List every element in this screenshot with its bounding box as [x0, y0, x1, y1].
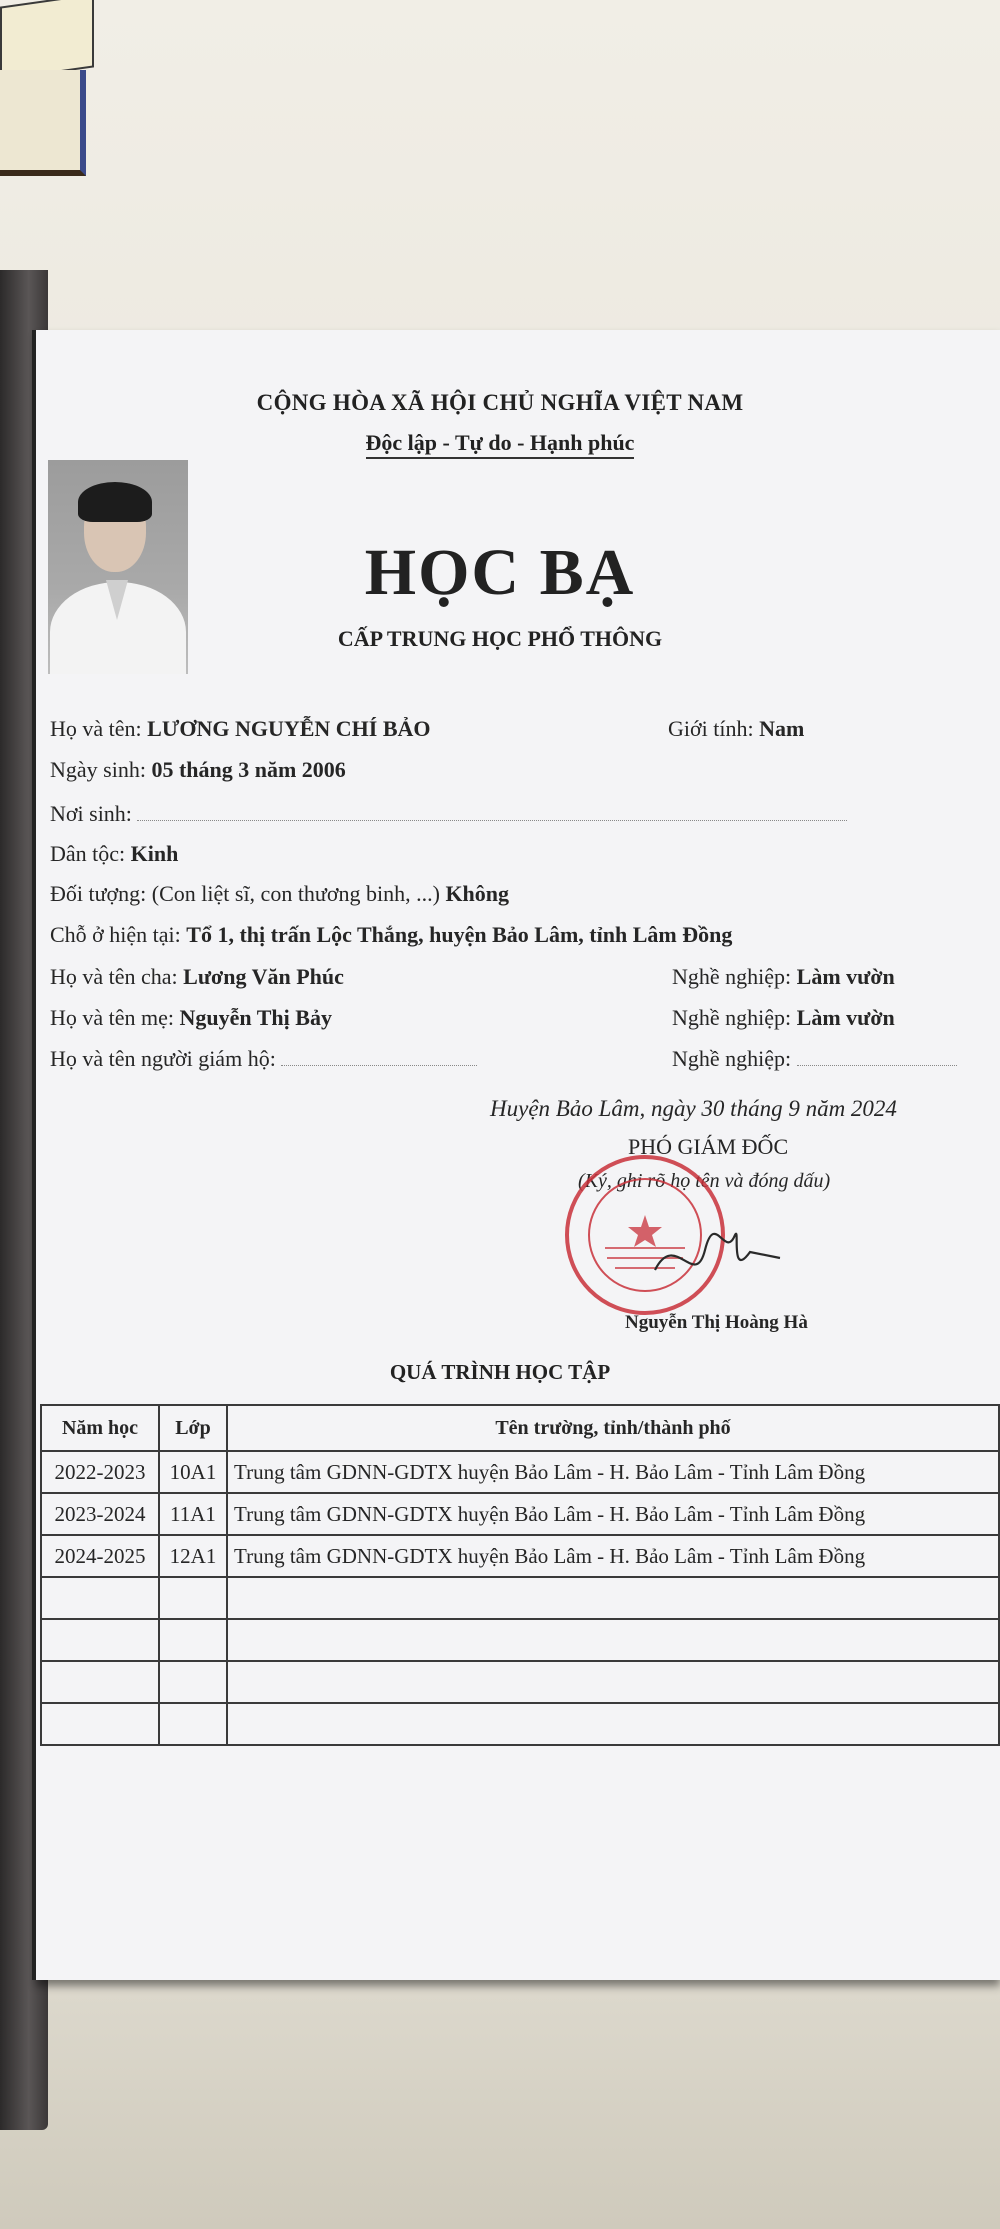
table-row-empty	[41, 1703, 999, 1745]
nation-heading: CỘNG HÒA XÃ HỘI CHỦ NGHĨA VIỆT NAM	[256, 390, 744, 415]
gender-label: Giới tính:	[668, 716, 754, 741]
student-name: LƯƠNG NGUYỄN CHÍ BẢO	[147, 716, 431, 741]
mother-row	[50, 1005, 332, 1031]
dob-row	[50, 757, 346, 783]
address-row	[50, 922, 732, 948]
table-row-empty	[41, 1661, 999, 1703]
category-row	[50, 881, 509, 907]
table-row-empty	[41, 1619, 999, 1661]
notebook-sheet	[0, 0, 94, 81]
notebook-stack	[0, 70, 86, 176]
student-name-label: Họ và tên:	[50, 716, 142, 741]
cell-class	[159, 1661, 227, 1703]
father-row	[50, 964, 344, 990]
cell-school: Trung tâm GDNN-GDTX huyện Bảo Lâm - H. Bảo Lâm - Tỉnh Lâm Đồng	[227, 1451, 999, 1493]
stamp-seal	[567, 1157, 723, 1313]
cell-year	[41, 1619, 159, 1661]
cell-year	[41, 1703, 159, 1745]
dob-value: 05 tháng 3 năm 2006	[151, 757, 346, 782]
cell-school	[227, 1577, 999, 1619]
dob-label: Ngày sinh:	[50, 757, 146, 782]
table-row	[41, 1493, 999, 1535]
cell-year: 2024-2025	[41, 1535, 159, 1577]
student-name-row	[50, 716, 431, 742]
official-stamp	[545, 1140, 785, 1320]
father-value: Lương Văn Phúc	[183, 964, 344, 989]
cell-school	[227, 1619, 999, 1661]
cell-class	[159, 1577, 227, 1619]
signer-name: Nguyễn Thị Hoàng Hà	[625, 1312, 808, 1333]
birthplace-label: Nơi sinh:	[50, 801, 132, 826]
cell-year: 2023-2024	[41, 1493, 159, 1535]
history-title: QUÁ TRÌNH HỌC TẬP	[389, 1360, 611, 1384]
father-job-label: Nghề nghiệp:	[672, 964, 792, 989]
desk-surface	[0, 1990, 1000, 2229]
birthplace-blank	[137, 802, 847, 821]
table-row	[41, 1451, 999, 1493]
address-value: Tổ 1, thị trấn Lộc Thắng, huyện Bảo Lâm, tỉnh Lâm Đồng	[186, 922, 733, 947]
cell-school	[227, 1703, 999, 1745]
ethnicity-row	[50, 841, 178, 867]
signature-role: PHÓ GIÁM ĐỐC	[628, 1134, 789, 1159]
table-row-empty	[41, 1577, 999, 1619]
category-label: Đối tượng: (Con liệt sĩ, con thương binh, ...)	[50, 881, 440, 906]
cell-year	[41, 1577, 159, 1619]
cell-class: 10A1	[159, 1451, 227, 1493]
photo-hair	[78, 482, 152, 522]
table-row	[41, 1535, 999, 1577]
mother-value: Nguyễn Thị Bảy	[179, 1005, 332, 1030]
guardian-blank	[281, 1047, 477, 1066]
col-school-year: Năm học	[41, 1405, 159, 1451]
address-label: Chỗ ở hiện tại:	[50, 922, 181, 947]
cell-school	[227, 1661, 999, 1703]
guardian-job-row	[672, 1046, 957, 1072]
document-subtitle: CẤP TRUNG HỌC PHỔ THÔNG	[337, 626, 663, 651]
cell-class: 11A1	[159, 1493, 227, 1535]
gender-value: Nam	[759, 716, 805, 741]
guardian-row	[50, 1046, 477, 1072]
notebook-corner	[0, 0, 95, 180]
signature-place-date: Huyện Bảo Lâm, ngày 30 tháng 9 năm 2024	[490, 1096, 897, 1121]
cell-year	[41, 1661, 159, 1703]
birthplace-row	[50, 801, 847, 827]
cell-year: 2022-2023	[41, 1451, 159, 1493]
guardian-label: Họ và tên người giám hộ:	[50, 1046, 276, 1071]
father-label: Họ và tên cha:	[50, 964, 178, 989]
guardian-job-label: Nghề nghiệp:	[672, 1046, 792, 1071]
col-school-name: Tên trường, tỉnh/thành phố	[227, 1405, 999, 1451]
mother-job-value: Làm vườn	[796, 1005, 895, 1030]
document-title: HỌC BẠ	[364, 536, 636, 609]
cell-school: Trung tâm GDNN-GDTX huyện Bảo Lâm - H. Bảo Lâm - Tỉnh Lâm Đồng	[227, 1535, 999, 1577]
mother-job-row	[672, 1005, 895, 1031]
history-table	[40, 1404, 1000, 1746]
category-value: Không	[445, 881, 510, 906]
mother-job-label: Nghề nghiệp:	[672, 1005, 792, 1030]
gender-row	[668, 716, 804, 742]
father-job-value: Làm vườn	[796, 964, 895, 989]
mother-label: Họ và tên mẹ:	[50, 1005, 175, 1030]
history-header-row	[41, 1405, 999, 1451]
ethnicity-label: Dân tộc:	[50, 841, 126, 866]
motto	[0, 430, 1000, 456]
signature-note: (Ký, ghi rõ họ tên và đóng dấu)	[578, 1170, 831, 1192]
col-class: Lớp	[159, 1405, 227, 1451]
guardian-job-blank	[797, 1047, 957, 1066]
cell-school: Trung tâm GDNN-GDTX huyện Bảo Lâm - H. Bảo Lâm - Tỉnh Lâm Đồng	[227, 1493, 999, 1535]
ethnicity-value: Kinh	[130, 841, 179, 866]
cell-class: 12A1	[159, 1535, 227, 1577]
cell-class	[159, 1703, 227, 1745]
motto-text: Độc lập - Tự do - Hạnh phúc	[366, 430, 635, 459]
cell-class	[159, 1619, 227, 1661]
father-job-row	[672, 964, 895, 990]
